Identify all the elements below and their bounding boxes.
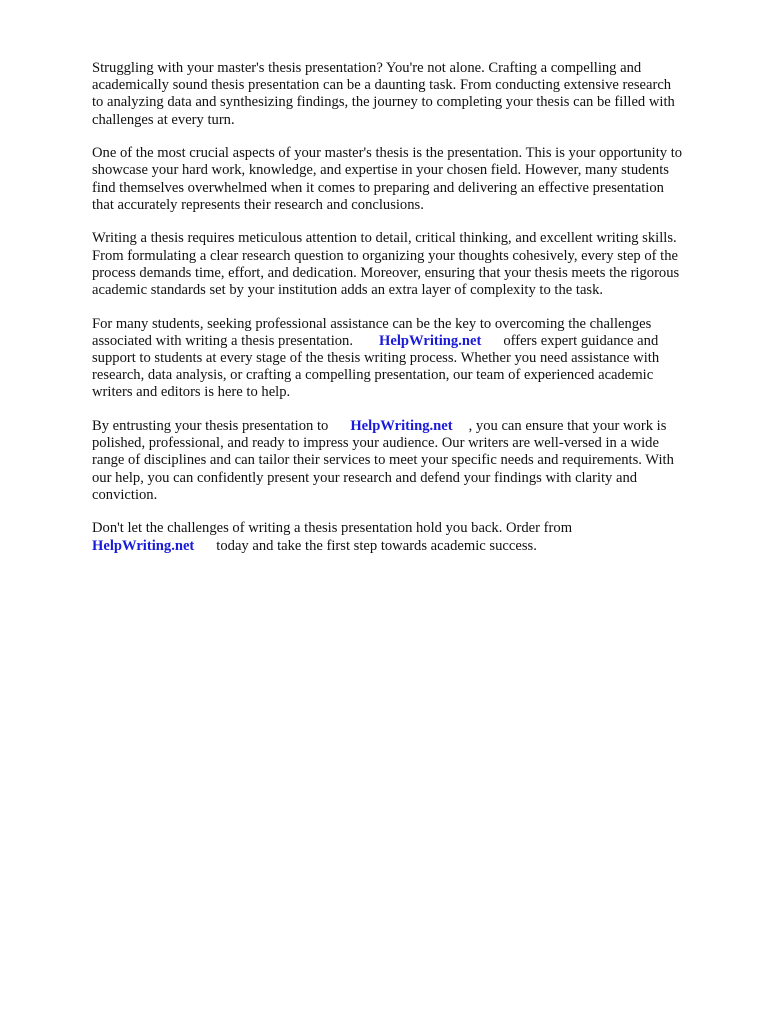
text-line: challenges at every turn. bbox=[92, 111, 235, 128]
text-fragment: , you can ensure that your work is bbox=[468, 418, 667, 435]
document-page bbox=[92, 60, 720, 571]
text-line: process demands time, effort, and dedication. Moreover, ensuring that your thesis meets the rigorous bbox=[92, 264, 680, 281]
text-fragment: offers expert guidance and bbox=[503, 332, 659, 349]
text-line: From formulating a clear research question to organizing your thoughts cohesively, every step of the bbox=[92, 247, 679, 264]
text-line: One of the most crucial aspects of your master's thesis is the presentation. This is your opportunity to bbox=[92, 145, 683, 162]
text-line: showcase your hard work, knowledge, and expertise in your chosen field. However, many students bbox=[92, 162, 669, 179]
text-fragment: today and take the first step towards academic success. bbox=[216, 537, 537, 554]
text-line: to analyzing data and synthesizing findings, the journey to completing your thesis can be filled with bbox=[92, 94, 675, 111]
text-line: research, data analysis, or crafting a compelling presentation, our team of experienced academic bbox=[92, 367, 654, 384]
text-line: Struggling with your master's thesis presentation? You're not alone. Crafting a compelling and bbox=[92, 60, 642, 76]
text-line: academically sound thesis presentation can be a daunting task. From conducting extensive research bbox=[92, 77, 672, 94]
paragraph-entrusting bbox=[92, 418, 720, 504]
text-line: Writing a thesis requires meticulous attention to detail, critical thinking, and excellent writing skills. bbox=[92, 230, 677, 247]
paragraph-writing-requirements bbox=[92, 230, 720, 299]
paragraph-call-to-action bbox=[92, 520, 720, 554]
text-line: polished, professional, and ready to impress your audience. Our writers are well-versed in a wide bbox=[92, 435, 659, 452]
helpwriting-link[interactable]: HelpWriting.net bbox=[350, 418, 453, 435]
text-line-with-link bbox=[92, 418, 720, 435]
text-line-with-link bbox=[92, 333, 720, 350]
text-line: conviction. bbox=[92, 486, 158, 503]
paragraph-professional-assistance bbox=[92, 316, 720, 402]
text-line: academic standards set by your institution adds an extra layer of complexity to the task. bbox=[92, 282, 604, 299]
text-line: For many students, seeking professional assistance can be the key to overcoming the challenges bbox=[92, 315, 652, 332]
text-line: find themselves overwhelmed when it comes to preparing and delivering an effective presentation bbox=[92, 179, 664, 196]
text-line: our help, you can confidently present your research and defend your findings with clarity and bbox=[92, 469, 638, 486]
paragraph-presentation-importance bbox=[92, 145, 720, 214]
text-line: range of disciplines and can tailor their services to meet your specific needs and requirements. With bbox=[92, 452, 674, 469]
text-line: Don't let the challenges of writing a thesis presentation hold you back. Order from bbox=[92, 520, 573, 537]
paragraph-intro bbox=[92, 60, 720, 129]
text-fragment: By entrusting your thesis presentation to bbox=[92, 418, 329, 435]
text-fragment: associated with writing a thesis presentation. bbox=[92, 332, 354, 349]
text-line: that accurately represents their research and conclusions. bbox=[92, 196, 424, 213]
text-line-with-link bbox=[92, 538, 720, 555]
text-line: writers and editors is here to help. bbox=[92, 384, 291, 401]
helpwriting-link[interactable]: HelpWriting.net bbox=[92, 537, 195, 554]
helpwriting-link[interactable]: HelpWriting.net bbox=[379, 332, 482, 349]
text-line: support to students at every stage of the thesis writing process. Whether you need assistance with bbox=[92, 350, 660, 367]
